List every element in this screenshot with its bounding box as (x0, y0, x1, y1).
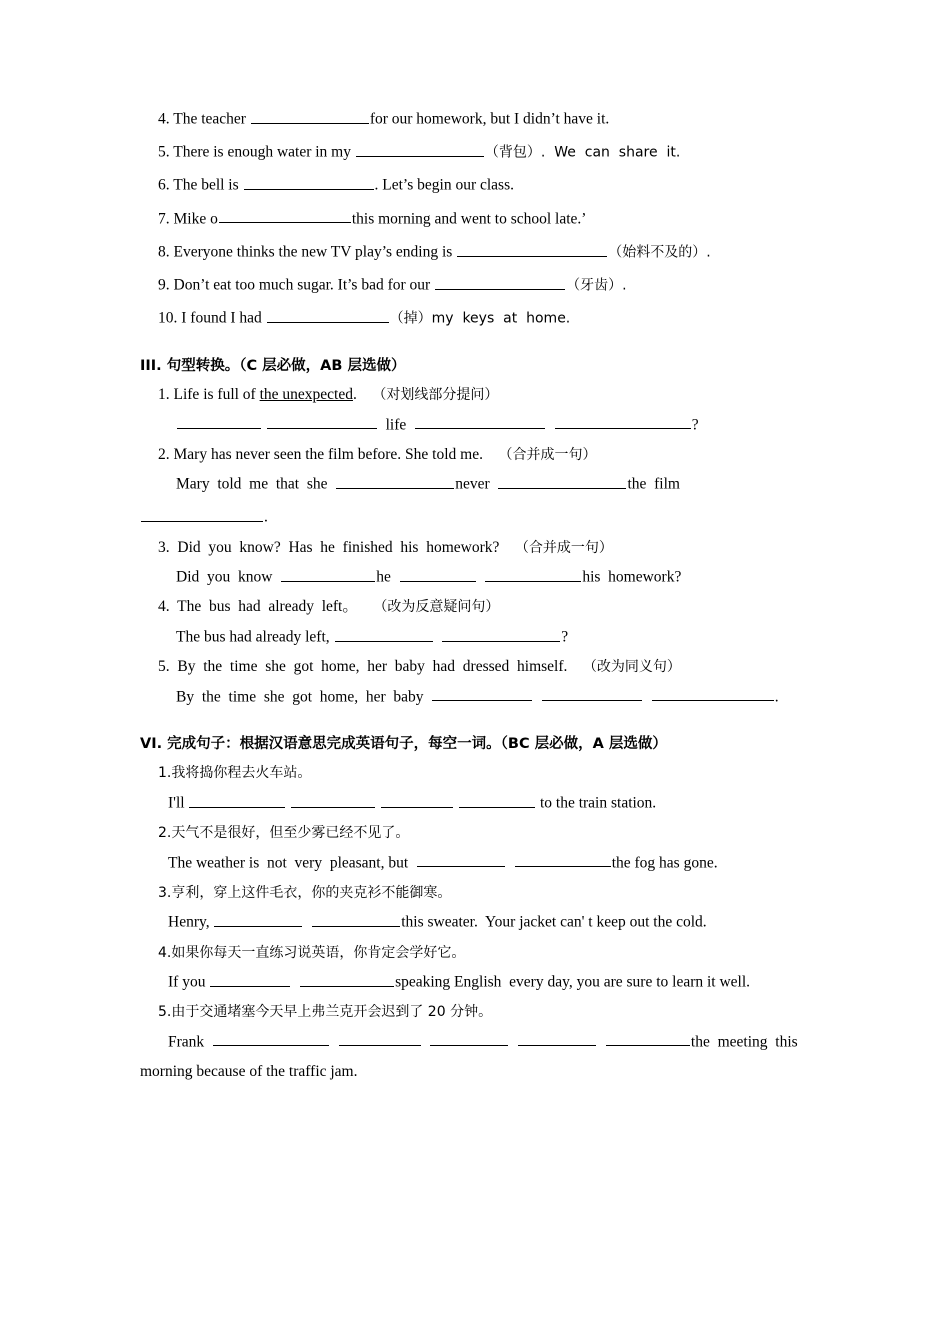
list-item (140, 174, 812, 193)
section-heading-3: III. 句型转换。（C 层必做，AB 层选做） (140, 357, 406, 374)
question-text (376, 795, 380, 812)
answer-blank[interactable] (141, 506, 263, 522)
chinese-text: （改为同义句） (582, 659, 681, 676)
list-item (140, 659, 812, 675)
question-text: for our homework, but I didn’t have it. (369, 110, 610, 128)
question-text: 5. There is enough water in my (158, 143, 355, 161)
question-text: 1. Life is full of (158, 386, 260, 404)
chinese-text: （对划线部分提问） (372, 387, 499, 404)
answer-line (140, 792, 812, 811)
answer-blank[interactable] (652, 686, 774, 702)
question-text (509, 1033, 517, 1050)
question-text (533, 688, 541, 705)
question-text: If you (168, 973, 210, 991)
chinese-text: 2.天气不是很好，但至少雾已经不见了。 (158, 825, 410, 842)
answer-blank[interactable] (498, 473, 626, 489)
list-item (140, 599, 812, 615)
answer-line (140, 1031, 812, 1050)
chinese-prompt (140, 765, 812, 781)
answer-blank[interactable] (177, 414, 261, 430)
question-text: Henry, (168, 914, 214, 931)
chinese-text: （掉）my keys at home. (389, 311, 571, 328)
question-text: 8. Everyone thinks the new TV play’s ending is (158, 243, 457, 261)
question-text (357, 386, 373, 403)
answer-blank[interactable] (281, 566, 375, 582)
question-text: 5. By the time she got home, her baby had dressed himself. (158, 658, 568, 676)
question-text: By the time she got home, her baby (176, 688, 432, 706)
underlined-phrase: the unexpected (259, 386, 353, 404)
question-text: I'll (168, 794, 189, 812)
chinese-text: 1.我将捣你程去火车站。 (158, 765, 312, 782)
chinese-text: （背包）. We can share it. (484, 144, 681, 161)
question-text: the meeting this (690, 1033, 798, 1051)
chinese-text: 3.亨利，穿上这件毛衣，你的夹克衫不能御寒。 (158, 884, 452, 901)
list-item (140, 241, 812, 260)
list-item (140, 307, 812, 326)
list-item (140, 274, 812, 293)
answer-blank[interactable] (291, 792, 375, 808)
answer-blank[interactable] (432, 686, 532, 702)
list-item (140, 540, 812, 556)
answer-blank[interactable] (267, 414, 377, 430)
question-text: 4. The teacher (158, 110, 250, 128)
answer-blank[interactable] (189, 792, 285, 808)
chinese-prompt (140, 885, 812, 901)
answer-blank[interactable] (335, 626, 433, 642)
answer-blank[interactable] (213, 1031, 329, 1047)
fill-blank-questions (140, 108, 812, 327)
answer-blank[interactable] (515, 852, 611, 868)
answer-blank[interactable] (336, 473, 454, 489)
question-text (477, 569, 485, 586)
chinese-text: （合并成一句） (514, 539, 613, 556)
answer-blank[interactable] (430, 1031, 508, 1047)
question-text: . (352, 386, 357, 404)
question-text: ? (691, 416, 699, 434)
question-text (262, 416, 266, 433)
answer-blank[interactable] (381, 792, 453, 808)
question-text: never (455, 475, 498, 493)
question-text: 3. Did you know? Has he finished his homework? (158, 538, 500, 556)
answer-blank[interactable] (435, 274, 565, 290)
document-body (140, 108, 812, 1093)
list-item (140, 447, 812, 463)
list-item (140, 108, 812, 127)
answer-blank[interactable] (312, 911, 400, 927)
answer-blank[interactable] (542, 686, 642, 702)
question-text: the film (627, 475, 680, 493)
question-text (506, 854, 514, 871)
question-text (454, 795, 458, 812)
question-text (330, 1033, 338, 1050)
question-text: Mary told me that she (176, 475, 336, 493)
question-text (358, 598, 374, 615)
answer-line (140, 686, 812, 705)
answer-line-continued (140, 1064, 812, 1080)
answer-line (140, 473, 812, 492)
answer-blank[interactable] (457, 241, 607, 257)
question-text: ? (561, 628, 569, 646)
chinese-text: （改为反意疑问句） (373, 599, 500, 616)
question-text: 9. Don’t eat too much sugar. It’s bad for our (158, 276, 435, 294)
answer-blank[interactable] (219, 208, 351, 224)
list-item (140, 208, 812, 227)
question-text (597, 1033, 605, 1050)
answer-line (140, 414, 812, 433)
question-text (567, 658, 583, 675)
question-text: . (774, 688, 779, 706)
answer-blank[interactable] (300, 971, 394, 987)
question-text: The bus had already left, (176, 628, 334, 646)
question-text (499, 539, 515, 556)
answer-blank[interactable] (518, 1031, 596, 1047)
question-text: 2. Mary has never seen the film before. She told me. (158, 445, 483, 463)
list-item (140, 387, 812, 403)
answer-line (140, 566, 812, 585)
question-text (291, 974, 299, 991)
question-text: his homework? (582, 568, 682, 586)
answer-blank[interactable] (251, 108, 369, 124)
question-text (286, 795, 290, 812)
question-text (422, 1033, 430, 1050)
answer-blank[interactable] (356, 141, 484, 157)
question-text: The weather is not very pleasant, but (168, 854, 416, 872)
chinese-prompt (140, 1004, 812, 1020)
question-text: speaking English every day, you are sure to learn it well. (395, 973, 751, 991)
answer-blank[interactable] (214, 911, 302, 927)
question-text: he (376, 568, 399, 586)
section6-items (140, 765, 812, 1079)
answer-blank[interactable] (417, 852, 505, 868)
question-text: 4. The bus had already left。 (158, 598, 358, 616)
answer-line (140, 852, 812, 871)
question-text: life (377, 416, 415, 434)
answer-blank[interactable] (400, 566, 476, 582)
question-text (434, 629, 442, 646)
answer-blank[interactable] (415, 414, 545, 430)
answer-blank[interactable] (485, 566, 581, 582)
question-text (483, 446, 499, 463)
answer-line (140, 626, 812, 645)
chinese-text: （牙齿）. (566, 277, 627, 294)
question-text: 6. The bell is (158, 177, 243, 195)
question-text (546, 416, 554, 433)
chinese-text: 4.如果你每天一直练习说英语，你肯定会学好它。 (158, 944, 466, 961)
question-text: . (264, 509, 268, 527)
answer-blank[interactable] (442, 626, 560, 642)
section-heading-6: VI. 完成句子：根据汉语意思完成英语句子，每空一词。（BC 层必做，A 层选做） (140, 735, 667, 752)
question-text: Frank (168, 1033, 212, 1051)
question-text: the fog has gone. (611, 854, 718, 872)
chinese-text: 5.由于交通堵塞今天早上弗兰克开会迟到了 20 分钟。 (158, 1004, 493, 1021)
question-text: Did you know (176, 568, 281, 586)
chinese-prompt (140, 825, 812, 841)
list-item (140, 141, 812, 160)
answer-line (140, 911, 812, 930)
chinese-text: （始料不及的）. (608, 244, 711, 261)
question-text (643, 688, 651, 705)
question-text: this morning and went to school late.’ (351, 210, 587, 228)
answer-blank[interactable] (244, 174, 374, 190)
chinese-prompt (140, 945, 812, 961)
question-text: this sweater. Your jacket can' t keep out the cold. (401, 914, 707, 931)
answer-blank[interactable] (210, 971, 290, 987)
answer-blank[interactable] (555, 414, 691, 430)
question-text: to the train station. (536, 794, 657, 812)
answer-blank[interactable] (459, 792, 535, 808)
question-text: . Let’s begin our class. (374, 177, 515, 195)
question-text: morning because of the traffic jam. (140, 1062, 358, 1080)
answer-blank[interactable] (267, 307, 389, 323)
question-text: 7. Mike o (158, 210, 218, 228)
question-text: 10. I found I had (158, 310, 266, 328)
answer-line (140, 971, 812, 990)
question-text (303, 914, 311, 931)
answer-blank[interactable] (606, 1031, 690, 1047)
section3-items (140, 387, 812, 705)
answer-line (140, 506, 812, 525)
answer-blank[interactable] (339, 1031, 421, 1047)
chinese-text: （合并成一句） (498, 446, 597, 463)
